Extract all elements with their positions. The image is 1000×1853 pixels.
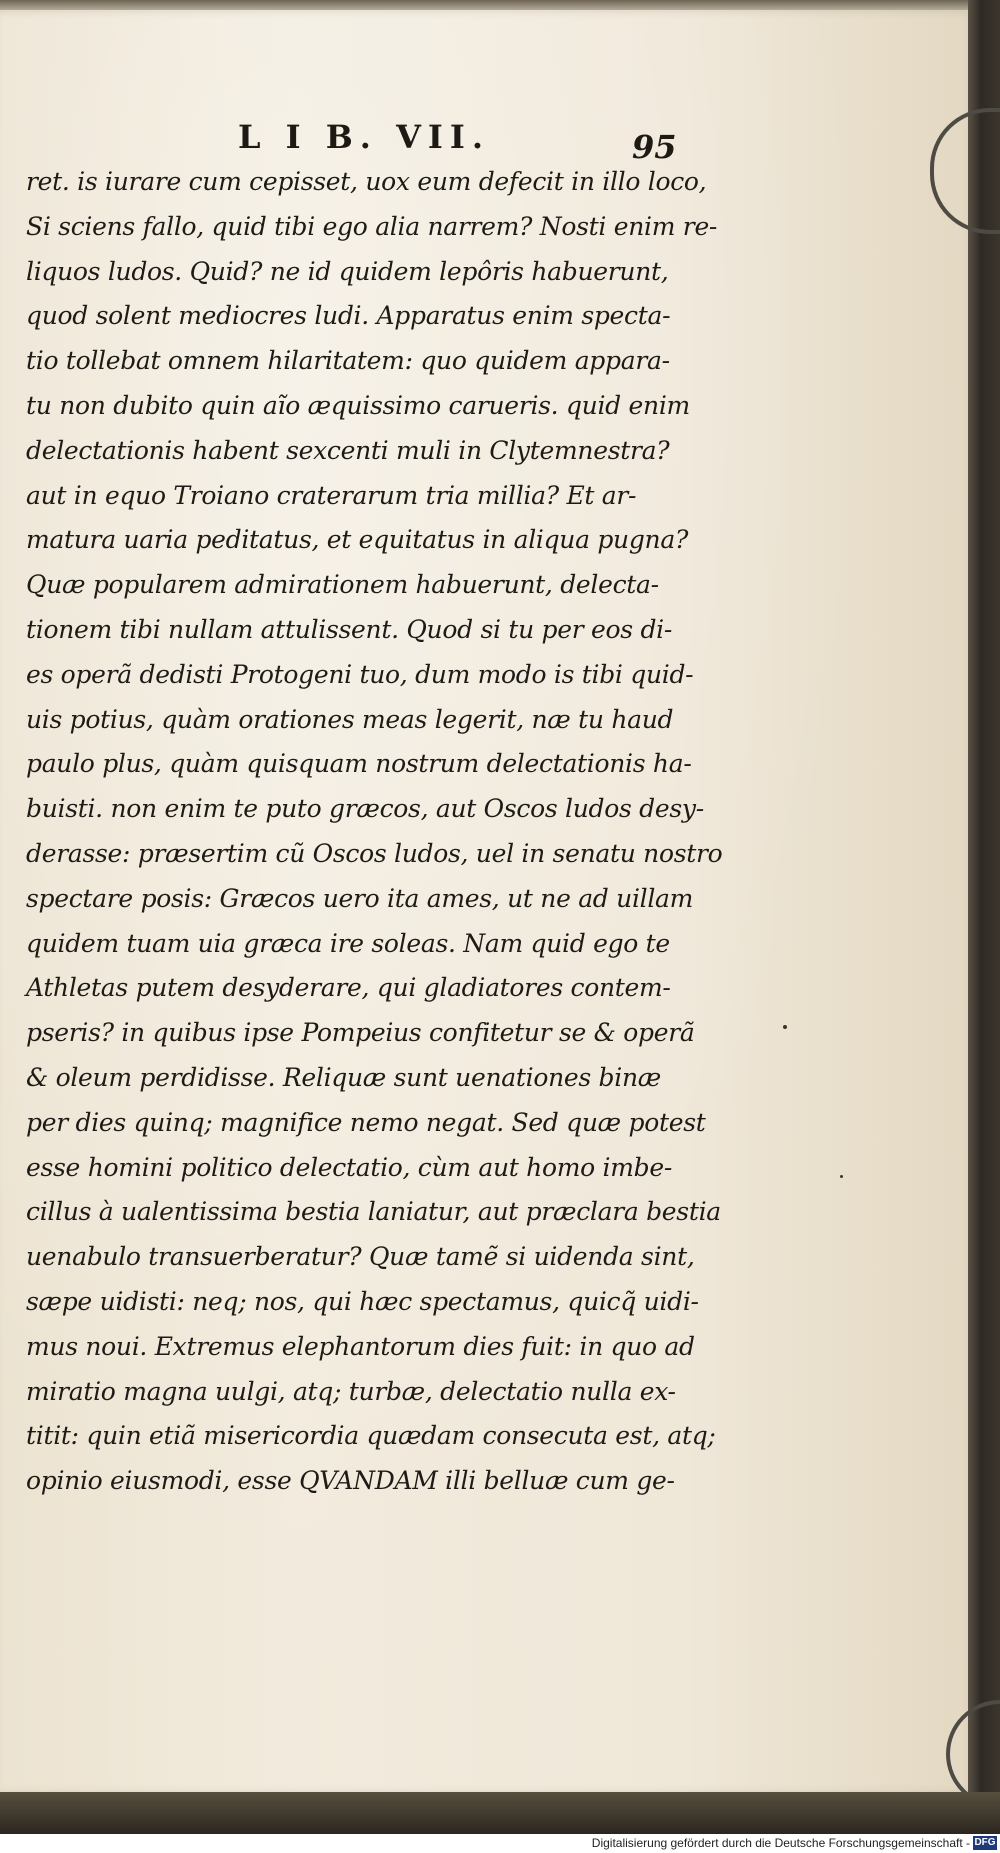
text-line: titit: quin etiã misericordia quædam consecuta est, atq; xyxy=(26,1421,716,1451)
text-line: delectationis habent sexcenti muli in Clytemnestra? xyxy=(26,435,670,465)
text-line: Athletas putem desyderare, qui gladiatores contem- xyxy=(26,973,671,1003)
text-line: cillus à ualentissima bestia laniatur, aut præclara bestia xyxy=(26,1197,721,1227)
text-line: quidem tuam uia græca ire soleas. Nam quid ego te xyxy=(26,928,670,958)
paper-speck xyxy=(840,1175,843,1178)
text-line: & oleum perdidisse. Reliquæ sunt uenationes binæ xyxy=(26,1062,661,1092)
running-header: L I B. VII. xyxy=(238,118,490,156)
paper-speck xyxy=(783,1025,787,1029)
text-line: liquos ludos. Quid? ne id quidem lepôris habuerunt, xyxy=(26,256,669,286)
text-line: uenabulo transuerberatur? Quæ tamẽ si uidenda sint, xyxy=(26,1242,695,1272)
text-line: ret. is iurare cum cepisset, uox eum defecit in illo loco, xyxy=(26,167,707,196)
text-line: tu non dubito quin aĩo æquissimo carueris. quid enim xyxy=(26,390,690,420)
text-line: uis potius, quàm orationes meas legerit, næ tu haud xyxy=(26,704,674,734)
scan-bottom-edge xyxy=(0,1792,1000,1834)
text-line: aut in equo Troiano craterarum tria millia? Et ar- xyxy=(26,480,637,510)
folio-number: 95 xyxy=(632,128,677,166)
text-line: derasse: præsertim cũ Oscos ludos, uel in senatu nostro xyxy=(26,838,723,868)
text-line: es operã dedisti Protogeni tuo, dum modo is tibi quid- xyxy=(26,659,694,689)
text-line: paulo plus, quàm quisquam nostrum delectationis ha- xyxy=(26,749,692,779)
text-line: Quæ popularem admirationem habuerunt, delecta- xyxy=(26,570,659,600)
body-text xyxy=(26,160,726,1504)
text-line: mus noui. Extremus elephantorum dies fuit: in quo ad xyxy=(26,1331,695,1361)
funding-credit: Digitalisierung gefördert durch die Deutsche Forschungsgemeinschaft - xyxy=(591,1836,970,1850)
text-line: per dies quinq; magnifice nemo negat. Sed quæ potest xyxy=(26,1107,706,1137)
dfg-logo: DFG xyxy=(974,1837,996,1848)
text-line: pseris? in quibus ipse Pompeius confitetur se & operã xyxy=(26,1018,695,1048)
text-line: tionem tibi nullam attulissent. Quod si tu per eos di- xyxy=(26,614,672,644)
text-line: quod solent mediocres ludi. Apparatus enim specta- xyxy=(26,301,671,331)
text-line: esse homini politico delectatio, cùm aut homo imbe- xyxy=(26,1152,672,1182)
text-line: tio tollebat omnem hilaritatem: quo quidem appara- xyxy=(26,346,670,376)
text-line: matura uaria peditatus, et equitatus in aliqua pugna? xyxy=(26,525,689,555)
text-line: buisti. non enim te puto græcos, aut Oscos ludos desy- xyxy=(26,794,704,824)
text-line: spectare posis: Græcos uero ita ames, ut ne ad uillam xyxy=(26,883,694,913)
binding-edge xyxy=(968,0,1000,1853)
text-line: Si sciens fallo, quid tibi ego alia narrem? Nosti enim re- xyxy=(26,211,718,241)
book-page xyxy=(0,10,980,1794)
text-line: opinio eiusmodi, esse QVANDAM illi belluæ cum ge- xyxy=(26,1466,675,1496)
text-line: miratio magna uulgi, atq; turbæ, delectatio nulla ex- xyxy=(26,1376,676,1406)
digitization-footer xyxy=(0,1834,1000,1853)
text-line: sæpe uidisti: neq; nos, qui hæc spectamus, quicq̃ uidi- xyxy=(26,1286,699,1316)
